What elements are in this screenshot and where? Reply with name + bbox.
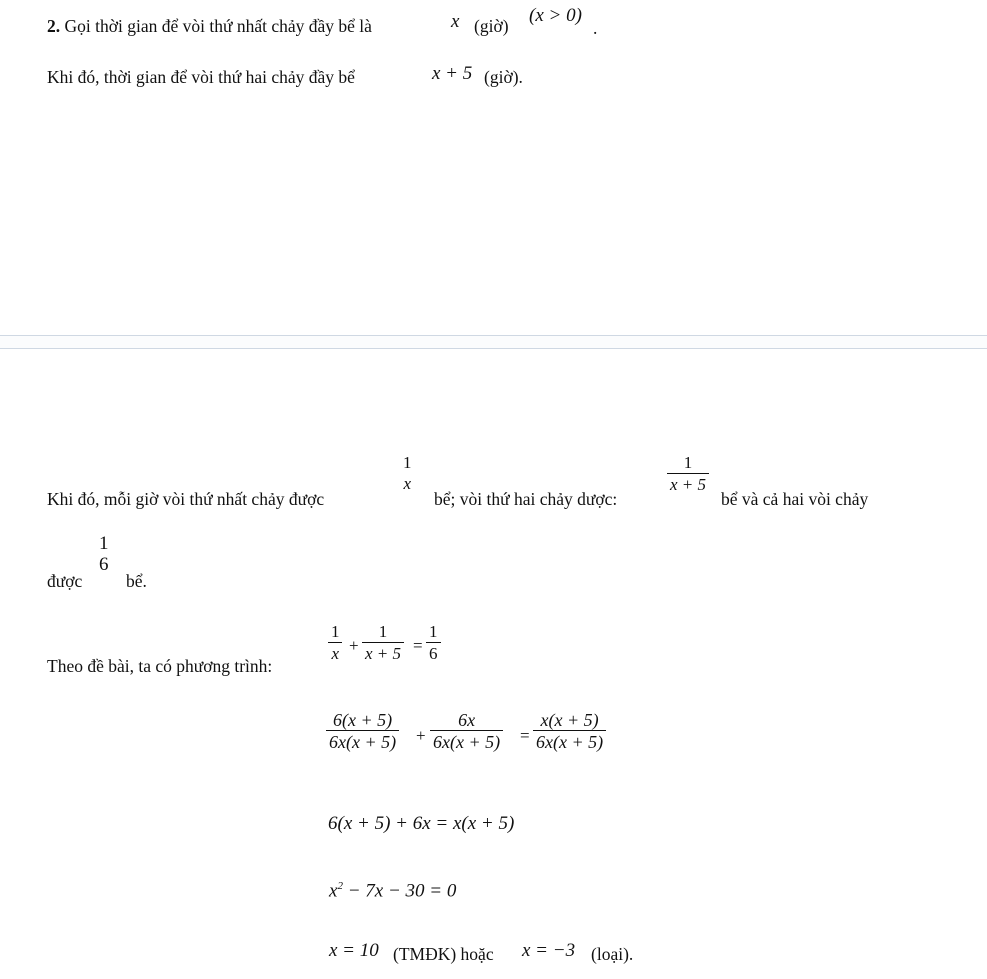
eq1-term-c: $\frac{1}{6}$ bbox=[426, 622, 441, 665]
paragraph-3: Khi đó, mỗi giờ vòi thứ nhất chảy được bbox=[47, 489, 325, 509]
eq2-equals: = bbox=[520, 726, 530, 745]
eq1-plus: + bbox=[349, 636, 359, 655]
eq2-term-c: $\frac{x(x + 5)}{6x(x + 5)}$ bbox=[533, 710, 606, 753]
eq2-term-b: $\frac{6x}{6x(x + 5)}$ bbox=[430, 710, 503, 753]
p1-text: Gọi thời gian để vòi thứ nhất chảy đầy bể là bbox=[64, 16, 372, 36]
solution-2: x = −3 bbox=[522, 940, 576, 961]
paragraph-5: Theo đề bài, ta có phương trình: bbox=[47, 656, 273, 676]
p2-expression: x + 5 bbox=[432, 63, 473, 84]
fraction-1-over-x-plus-5: $\frac{1}{x + 5}$ bbox=[667, 453, 709, 496]
p4-text-2: bể. bbox=[126, 571, 147, 591]
p1-variable: x bbox=[451, 11, 460, 32]
section-divider bbox=[0, 335, 987, 349]
paragraph-1 bbox=[47, 16, 372, 37]
equation-3: 6(x + 5) + 6x = x(x + 5) bbox=[328, 813, 515, 834]
eq2-term-a: $\frac{6(x + 5)}{6x(x + 5)}$ bbox=[326, 710, 399, 753]
paragraph-4: được bbox=[47, 571, 83, 591]
p1-unit: (giờ) bbox=[474, 16, 509, 36]
p2-unit: (giờ). bbox=[484, 67, 523, 87]
p3-text-2: bể; vòi thứ hai chảy dược: bbox=[434, 489, 618, 509]
exponent: 2 bbox=[337, 880, 343, 892]
eq2-plus: + bbox=[416, 726, 426, 745]
problem-number: 2. bbox=[47, 16, 61, 36]
solution-1: x = 10 bbox=[329, 940, 379, 961]
p1-dot: . bbox=[593, 18, 598, 38]
p3-text-3: bể và cả hai vòi chảy bbox=[721, 489, 869, 509]
fraction-1-over-x: 1 x bbox=[403, 453, 412, 493]
eq1-equals: = bbox=[413, 636, 423, 655]
solution-1-tag: (TMĐK) hoặc bbox=[393, 944, 494, 964]
eq1-term-b: $\frac{1}{x + 5}$ bbox=[362, 622, 404, 665]
p1-condition: (x > 0) bbox=[529, 5, 582, 26]
solution-2-tag: (loại). bbox=[591, 944, 634, 964]
paragraph-2: Khi đó, thời gian để vòi thứ hai chảy đầy bể bbox=[47, 67, 355, 87]
equation-4: $x^2 - 7x - 30 = 0$ bbox=[329, 880, 457, 902]
fraction-1-over-6: 1 6 bbox=[99, 533, 109, 575]
eq1-term-a: $\frac{1}{x}$ bbox=[328, 622, 343, 665]
